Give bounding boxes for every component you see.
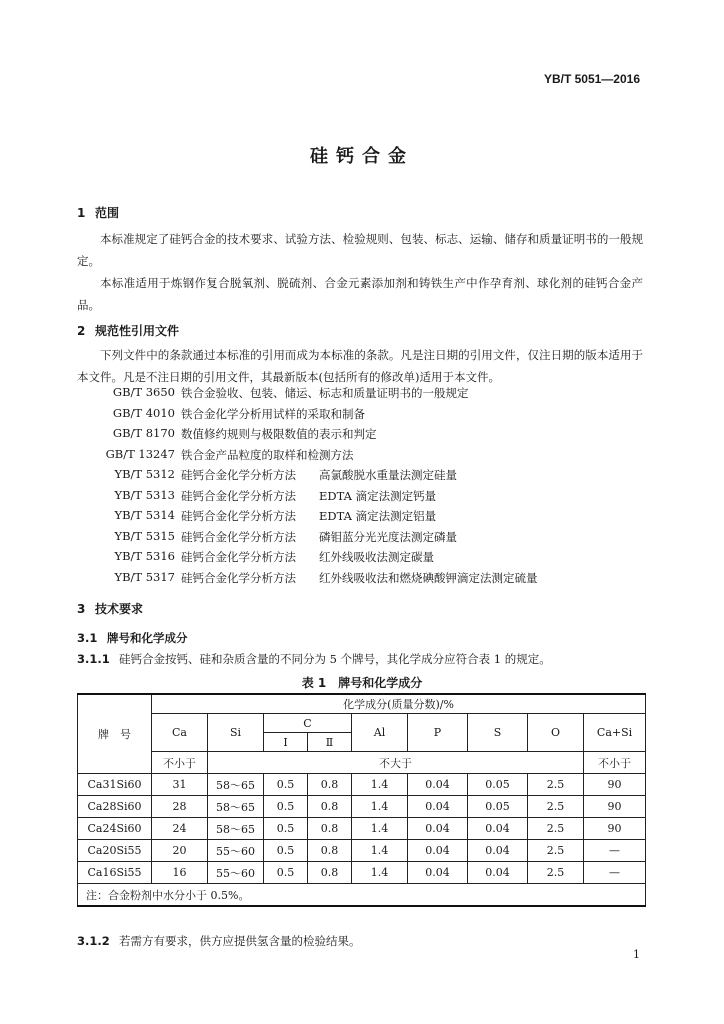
reference-code: YB/T 5312 xyxy=(114,467,175,481)
cell-c1: 0.5 xyxy=(264,796,308,818)
composition-table xyxy=(77,693,646,907)
cell-si: 58～65 xyxy=(208,796,264,818)
cell-grade: Ca31Si60 xyxy=(78,774,152,796)
reference-item xyxy=(77,447,643,468)
cell-ca-si: 90 xyxy=(584,818,646,840)
reference-item xyxy=(77,426,643,447)
cell-c2: 0.8 xyxy=(308,840,352,862)
cell-ca-si: 90 xyxy=(584,796,646,818)
col-p: P xyxy=(408,714,468,752)
not-less-than-label: 不小于 xyxy=(152,752,208,774)
cell-o: 2.5 xyxy=(528,774,584,796)
table-1-title: 表 1 牌号和化学成分 xyxy=(301,676,423,690)
cell-al: 1.4 xyxy=(352,796,408,818)
cell-grade: Ca24Si60 xyxy=(78,818,152,840)
cell-grade: Ca20Si55 xyxy=(78,840,152,862)
cell-al: 1.4 xyxy=(352,774,408,796)
reference-item xyxy=(77,467,643,488)
cell-s: 0.05 xyxy=(468,774,528,796)
section-title: 规范性引用文件 xyxy=(95,324,180,338)
reference-subtitle: EDTA 滴定法测定铝量 xyxy=(319,509,437,523)
subsection-title: 牌号和化学成分 xyxy=(107,631,188,645)
reference-code: YB/T 5316 xyxy=(114,549,175,563)
cell-grade: Ca16Si55 xyxy=(78,862,152,884)
reference-code: GB/T 8170 xyxy=(112,426,175,440)
table-row xyxy=(78,796,646,818)
cell-ca-si: — xyxy=(584,862,646,884)
cell-s: 0.04 xyxy=(468,818,528,840)
reference-item xyxy=(77,549,643,570)
cell-p: 0.04 xyxy=(408,818,468,840)
reference-title: 数值修约规则与极限数值的表示和判定 xyxy=(181,427,377,441)
cell-ca: 16 xyxy=(152,862,208,884)
reference-item xyxy=(77,488,643,509)
cell-si: 58～65 xyxy=(208,774,264,796)
cell-si: 55～60 xyxy=(208,862,264,884)
reference-title: 硅钙合金化学分析方法 xyxy=(181,529,296,544)
reference-item xyxy=(77,406,643,427)
cell-p: 0.04 xyxy=(408,796,468,818)
reference-subtitle: 红外线吸收法和燃烧碘酸钾滴定法测定硫量 xyxy=(319,570,538,585)
cell-grade: Ca28Si60 xyxy=(78,796,152,818)
section-1-paragraph-1: 本标准规定了硅钙合金的技术要求、试验方法、检验规则、包装、标志、运输、储存和质量证明书的一般规定。 xyxy=(77,232,643,268)
section-number: 3 xyxy=(77,602,86,616)
cell-al: 1.4 xyxy=(352,840,408,862)
reference-item xyxy=(77,529,643,550)
clause-3-1-2 xyxy=(77,933,361,949)
cell-c2: 0.8 xyxy=(308,796,352,818)
reference-code: YB/T 5313 xyxy=(114,487,175,502)
col-ca-si: Ca+Si xyxy=(584,714,646,752)
clause-text: 硅钙合金按钙、硅和杂质含量的不同分为 5 个牌号，其化学成分应符合表 1 的规定。 xyxy=(119,652,551,666)
cell-al: 1.4 xyxy=(352,862,408,884)
cell-si: 58～65 xyxy=(208,818,264,840)
section-1-paragraph-2: 本标准适用于炼钢作复合脱氧剂、脱硫剂、合金元素添加剂和铸铁生产中作孕育剂、球化剂的硅钙合金产品。 xyxy=(77,276,643,312)
col-al: Al xyxy=(352,714,408,752)
cell-ca: 28 xyxy=(152,796,208,818)
col-c: C xyxy=(264,714,352,733)
reference-subtitle: EDTA 滴定法测定钙量 xyxy=(319,488,437,503)
subsection-number: 3.1 xyxy=(77,631,98,645)
table-row xyxy=(78,774,646,796)
section-2-heading xyxy=(77,322,179,339)
reference-subtitle: 磷钼蓝分光光度法测定磷量 xyxy=(319,529,457,544)
table-note: 注：合金粉剂中水分小于 0.5%。 xyxy=(78,884,646,907)
reference-title: 硅钙合金化学分析方法 xyxy=(181,570,296,585)
cell-p: 0.04 xyxy=(408,862,468,884)
grade-header: 牌 号 xyxy=(78,694,152,774)
col-ca: Ca xyxy=(152,714,208,752)
section-number: 1 xyxy=(77,206,86,220)
col-si: Si xyxy=(208,714,264,752)
clause-number: 3.1.1 xyxy=(77,652,110,666)
section-1-heading xyxy=(77,204,119,221)
reference-item xyxy=(77,385,643,406)
clause-text: 若需方有要求，供方应提供氢含量的检验结果。 xyxy=(119,934,361,948)
reference-title: 硅钙合金化学分析方法 xyxy=(181,509,296,523)
table-row xyxy=(78,862,646,884)
reference-code: YB/T 5315 xyxy=(114,528,175,543)
table-row xyxy=(78,840,646,862)
cell-c1: 0.5 xyxy=(264,818,308,840)
cell-al: 1.4 xyxy=(352,818,408,840)
reference-title: 铁合金化学分析用试样的采取和制备 xyxy=(181,406,365,421)
cell-ca: 24 xyxy=(152,818,208,840)
cell-p: 0.04 xyxy=(408,774,468,796)
cell-si: 55～60 xyxy=(208,840,264,862)
cell-c1: 0.5 xyxy=(264,862,308,884)
reference-code: GB/T 4010 xyxy=(112,405,175,420)
cell-c1: 0.5 xyxy=(264,774,308,796)
reference-title: 硅钙合金化学分析方法 xyxy=(181,488,296,503)
cell-ca-si: 90 xyxy=(584,774,646,796)
col-c-1: Ⅰ xyxy=(264,733,308,752)
cell-ca-si: — xyxy=(584,840,646,862)
cell-s: 0.04 xyxy=(468,840,528,862)
section-2-paragraph-1: 下列文件中的条款通过本标准的引用而成为本标准的条款。凡是注日期的引用文件，仅注日期的版本适用于本文件。凡是不注日期的引用文件，其最新版本(包括所有的修改单)适用于本文件。 xyxy=(77,348,643,384)
clause-number: 3.1.2 xyxy=(77,934,110,948)
section-title: 技术要求 xyxy=(95,602,144,616)
cell-c2: 0.8 xyxy=(308,862,352,884)
col-o: O xyxy=(528,714,584,752)
cell-c2: 0.8 xyxy=(308,818,352,840)
col-c-2: Ⅱ xyxy=(308,733,352,752)
cell-o: 2.5 xyxy=(528,840,584,862)
reference-item xyxy=(77,508,643,529)
cell-o: 2.5 xyxy=(528,796,584,818)
cell-ca: 20 xyxy=(152,840,208,862)
section-3-heading xyxy=(77,600,143,617)
not-more-than-label: 不大于 xyxy=(208,752,584,774)
cell-o: 2.5 xyxy=(528,862,584,884)
cell-p: 0.04 xyxy=(408,840,468,862)
section-number: 2 xyxy=(77,324,86,338)
section-title: 范围 xyxy=(95,206,120,220)
cell-o: 2.5 xyxy=(528,818,584,840)
normative-references-list xyxy=(77,385,643,590)
page-number: 1 xyxy=(633,948,640,961)
reference-code: GB/T 3650 xyxy=(112,385,175,399)
not-less-than-label-2: 不小于 xyxy=(584,752,646,774)
reference-subtitle: 红外线吸收法测定碳量 xyxy=(319,550,434,564)
table-row xyxy=(78,818,646,840)
reference-title: 硅钙合金化学分析方法 xyxy=(181,468,296,482)
cell-ca: 31 xyxy=(152,774,208,796)
reference-subtitle: 高氯酸脱水重量法测定硅量 xyxy=(319,468,457,482)
reference-code: GB/T 13247 xyxy=(105,446,175,461)
document-title: 硅钙合金 xyxy=(310,146,414,167)
composition-header: 化学成分(质量分数)/% xyxy=(152,694,646,714)
reference-title: 铁合金产品粒度的取样和检测方法 xyxy=(181,447,354,462)
cell-s: 0.05 xyxy=(468,796,528,818)
reference-code: YB/T 5314 xyxy=(114,508,175,522)
reference-title: 硅钙合金化学分析方法 xyxy=(181,550,296,564)
clause-3-1-1 xyxy=(77,651,551,667)
col-s: S xyxy=(468,714,528,752)
subsection-3-1-heading xyxy=(77,630,188,646)
reference-title: 铁合金验收、包装、储运、标志和质量证明书的一般规定 xyxy=(181,386,469,400)
reference-item xyxy=(77,570,643,591)
cell-c2: 0.8 xyxy=(308,774,352,796)
cell-c1: 0.5 xyxy=(264,840,308,862)
standard-code: YB/T 5051—2016 xyxy=(543,72,640,86)
cell-s: 0.04 xyxy=(468,862,528,884)
reference-code: YB/T 5317 xyxy=(114,569,175,584)
